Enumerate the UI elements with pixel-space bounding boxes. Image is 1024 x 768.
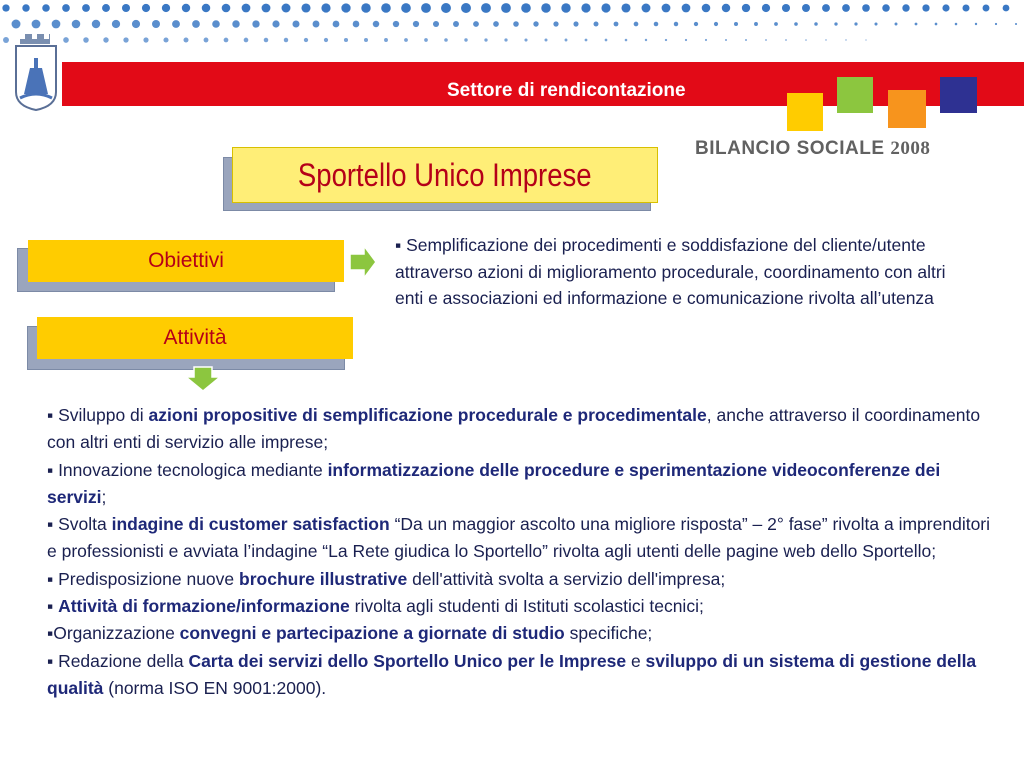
activity-item-text: “Da un maggior ascolto una migliore risposta” – 2° fase” rivolta a imprenditori e professionisti e avviata l’indagine “La Rete giudica lo Sportello” rivolta agli utenti delle pagine web dello Sportello; xyxy=(47,514,991,562)
deco-square-green xyxy=(837,77,873,113)
activity-item-text: ▪ xyxy=(47,596,59,617)
decorative-dot xyxy=(461,3,471,13)
decorative-dot xyxy=(313,21,320,28)
decorative-dot xyxy=(3,37,9,43)
dotted-band-decoration xyxy=(0,0,1024,58)
decorative-dot xyxy=(785,39,787,41)
decorative-dot xyxy=(361,3,370,12)
decorative-dot xyxy=(202,4,211,13)
activity-item-text: ▪ Innovazione tecnologica mediante xyxy=(47,459,328,480)
decorative-dot xyxy=(424,38,428,42)
decorative-dot xyxy=(782,4,790,12)
activity-item-emphasis: Carta dei servizi dello Sportello Unico per le Imprese xyxy=(188,650,627,671)
decorative-dot xyxy=(642,4,651,13)
decorative-dot xyxy=(983,5,990,12)
decorative-dot xyxy=(762,4,770,12)
sector-title: Settore di rendicontazione xyxy=(447,80,686,101)
decorative-dot xyxy=(2,4,9,11)
decorative-dot xyxy=(561,3,570,12)
decorative-dot xyxy=(842,4,850,12)
decorative-dot xyxy=(862,4,870,12)
decorative-dot xyxy=(573,21,578,26)
decorative-dot xyxy=(722,4,730,12)
decorative-dot xyxy=(601,3,610,12)
decorative-dot xyxy=(473,21,479,27)
decorative-dot xyxy=(341,3,350,12)
decorative-dot xyxy=(444,38,448,42)
activity-item-text: ; xyxy=(101,486,107,507)
decorative-dot xyxy=(694,22,698,26)
decorative-dot xyxy=(393,21,399,27)
report-year: 2008 xyxy=(890,138,931,159)
deco-square-orange xyxy=(888,90,926,128)
activity-item-emphasis: Attività di formazione/informazione xyxy=(58,596,350,617)
decorative-dot xyxy=(92,20,100,28)
decorative-dot xyxy=(132,20,140,28)
slide-title: Sportello Unico Imprese xyxy=(298,156,592,193)
municipal-crest-logo xyxy=(10,34,62,112)
decorative-dot xyxy=(272,20,279,27)
decorative-dot xyxy=(834,22,837,25)
decorative-dot xyxy=(292,20,299,27)
decorative-dot xyxy=(493,21,499,27)
decorative-dot xyxy=(12,20,21,29)
activity-item-text: ▪ Predisposizione nuove xyxy=(47,568,240,589)
decorative-dot xyxy=(825,39,826,40)
decorative-dot xyxy=(453,21,459,27)
decorative-dot xyxy=(304,38,308,42)
decorative-dot xyxy=(212,20,220,28)
decorative-dot xyxy=(172,20,180,28)
decorative-dot xyxy=(123,37,128,42)
decorative-dot xyxy=(865,39,866,40)
decorative-dot xyxy=(805,39,807,41)
decorative-dot xyxy=(942,4,949,11)
decorative-dot xyxy=(22,4,29,11)
report-title-main: BILANCIO SOCIALE xyxy=(695,138,885,159)
decorative-dot xyxy=(581,3,590,12)
decorative-dot xyxy=(935,23,938,26)
report-title xyxy=(695,138,930,160)
decorative-dot xyxy=(845,39,846,40)
decorative-dot xyxy=(481,3,491,13)
decorative-dot xyxy=(742,4,750,12)
decorative-dot xyxy=(654,22,659,27)
decorative-dot xyxy=(874,22,877,25)
decorative-dot xyxy=(82,4,90,12)
decorative-dot xyxy=(324,38,328,42)
decorative-dot xyxy=(321,3,330,12)
activity-item xyxy=(47,648,997,703)
decorative-dot xyxy=(955,23,958,26)
decorative-dot xyxy=(745,39,747,41)
decorative-dot xyxy=(464,38,467,41)
decorative-dot xyxy=(72,20,81,29)
decorative-dot xyxy=(962,4,969,11)
activities-list xyxy=(47,402,997,702)
decorative-dot xyxy=(902,4,909,11)
activity-item-text: , anche attraverso il coordinamento con altri enti di servizio alle imprese; xyxy=(47,405,981,453)
decorative-dot xyxy=(112,20,120,28)
title-box xyxy=(232,147,658,203)
decorative-dot xyxy=(52,20,61,29)
objectives-label: Obiettivi xyxy=(148,249,224,272)
decorative-dot xyxy=(373,21,380,28)
decorative-dot xyxy=(433,21,439,27)
decorative-dot xyxy=(1003,5,1010,12)
decorative-dot xyxy=(381,3,391,13)
arrow-down-icon xyxy=(184,365,222,393)
activity-item-text: specifiche; xyxy=(564,623,653,644)
decorative-dot xyxy=(32,20,41,29)
decorative-dot xyxy=(521,3,531,13)
decorative-dot xyxy=(353,21,360,28)
activity-item-emphasis: convegni e partecipazione a giornate di studio xyxy=(179,623,565,644)
decorative-dot xyxy=(1015,23,1017,25)
decorative-dot xyxy=(594,22,599,27)
decorative-dot xyxy=(143,37,148,42)
activity-item-text: rivolta agli studenti di Istituti scolastici tecnici; xyxy=(349,596,704,617)
activity-item-text: (norma ISO EN 9001:2000). xyxy=(103,677,327,698)
decorative-dot xyxy=(665,39,667,41)
decorative-dot xyxy=(242,4,251,13)
activity-item-text: ▪ Svolta xyxy=(47,514,112,535)
decorative-dot xyxy=(413,21,419,27)
decorative-dot xyxy=(915,23,918,26)
decorative-dot xyxy=(384,38,388,42)
decorative-dot xyxy=(62,4,70,12)
decorative-dot xyxy=(662,4,671,13)
activity-item xyxy=(47,566,997,593)
decorative-dot xyxy=(63,37,69,43)
decorative-dot xyxy=(854,22,857,25)
activity-item xyxy=(47,511,997,566)
activities-label: Attività xyxy=(163,326,227,349)
decorative-dot xyxy=(605,39,608,42)
decorative-dot xyxy=(621,3,630,12)
decorative-dot xyxy=(714,22,718,26)
decorative-dot xyxy=(42,4,50,12)
decorative-dot xyxy=(725,39,727,41)
decorative-dot xyxy=(814,22,818,26)
decorative-dot xyxy=(284,38,288,42)
activity-item-emphasis: azioni propositive di semplificazione procedurale e procedimentale xyxy=(148,405,707,425)
decorative-dot xyxy=(585,39,588,42)
decorative-dot xyxy=(645,39,647,41)
decorative-dot xyxy=(794,22,798,26)
decorative-dot xyxy=(513,21,519,27)
activity-item-emphasis: sviluppo di un sistema di gestione della qualità xyxy=(47,650,977,698)
decorative-dot xyxy=(822,4,830,12)
decorative-dot xyxy=(524,38,527,41)
decorative-dot xyxy=(204,38,209,43)
activity-item xyxy=(47,593,997,620)
activity-item-emphasis: indagine di customer satisfaction xyxy=(111,514,390,535)
decorative-dot xyxy=(184,38,189,43)
activity-item-text: ▪ Redazione della xyxy=(47,650,189,671)
decorative-dot xyxy=(401,3,411,13)
decorative-dot xyxy=(922,4,929,11)
decorative-dot xyxy=(754,22,758,26)
activity-item-text: ▪Organizzazione xyxy=(47,623,180,644)
decorative-dot xyxy=(553,21,558,26)
objectives-box xyxy=(28,240,344,282)
decorative-dot xyxy=(122,4,130,12)
decorative-dot xyxy=(404,38,408,42)
decorative-dot xyxy=(224,38,229,43)
decorative-dot xyxy=(533,21,538,26)
decorative-dot xyxy=(162,4,170,12)
decorative-dot xyxy=(765,39,767,41)
decorative-dot xyxy=(232,20,239,27)
decorative-dot xyxy=(541,3,551,13)
activity-item xyxy=(47,457,997,512)
deco-square-indigo xyxy=(940,77,977,113)
decorative-dot xyxy=(252,20,259,27)
activities-box xyxy=(37,317,353,359)
decorative-dot xyxy=(774,22,778,26)
decorative-dot xyxy=(102,4,110,12)
decorative-dot xyxy=(802,4,810,12)
decorative-dot xyxy=(702,4,711,13)
decorative-dot xyxy=(163,37,168,42)
decorative-dot xyxy=(83,37,89,43)
decorative-dot xyxy=(441,3,451,13)
activity-item-text: e xyxy=(626,650,646,671)
decorative-dot xyxy=(995,23,997,25)
decorative-dot xyxy=(705,39,707,41)
decorative-dot xyxy=(264,38,269,43)
decorative-dot xyxy=(734,22,738,26)
decorative-dot xyxy=(192,20,200,28)
decorative-dot xyxy=(364,38,368,42)
decorative-dot xyxy=(282,4,291,13)
decorative-dot xyxy=(625,39,628,42)
decorative-dot xyxy=(152,20,160,28)
activity-item xyxy=(47,402,997,457)
decorative-dot xyxy=(344,38,348,42)
decorative-dot xyxy=(544,38,547,41)
decorative-dot xyxy=(501,3,511,13)
decorative-dot xyxy=(685,39,687,41)
decorative-dot xyxy=(262,4,271,13)
decorative-dot xyxy=(182,4,190,12)
decorative-dot xyxy=(301,3,310,12)
decorative-dot xyxy=(674,22,678,26)
decorative-dot xyxy=(882,4,890,12)
activity-item-text: dell'attività svolta a servizio dell'impresa; xyxy=(407,568,726,589)
decorative-dot xyxy=(333,21,340,28)
decorative-dot xyxy=(634,22,639,27)
activity-item-text: ▪ Sviluppo di xyxy=(47,405,149,425)
deco-square-yellow xyxy=(787,93,823,131)
decorative-dot xyxy=(614,22,619,27)
decorative-dot xyxy=(142,4,150,12)
decorative-dot xyxy=(682,4,691,13)
decorative-dot xyxy=(421,3,431,13)
decorative-dot xyxy=(975,23,977,25)
decorative-dot xyxy=(222,4,231,13)
activity-item xyxy=(47,620,997,647)
decorative-dot xyxy=(244,38,249,43)
objectives-text: ▪ Semplificazione dei procedimenti e soddisfazione del cliente/utente attraverso azioni di miglioramento procedurale, coordinamento con altri enti e associazioni ed informazione e comunicazione rivolta all’utenza xyxy=(395,235,946,308)
decorative-dot xyxy=(103,37,108,42)
activity-item-emphasis: informatizzazione delle procedure e sperimentazione videoconferenze dei servizi xyxy=(47,459,941,507)
decorative-dot xyxy=(484,38,487,41)
decorative-dot xyxy=(504,38,507,41)
activity-item-emphasis: brochure illustrative xyxy=(239,568,408,589)
decorative-dot xyxy=(565,39,568,42)
arrow-right-icon xyxy=(348,244,378,280)
decorative-dot xyxy=(895,23,898,26)
